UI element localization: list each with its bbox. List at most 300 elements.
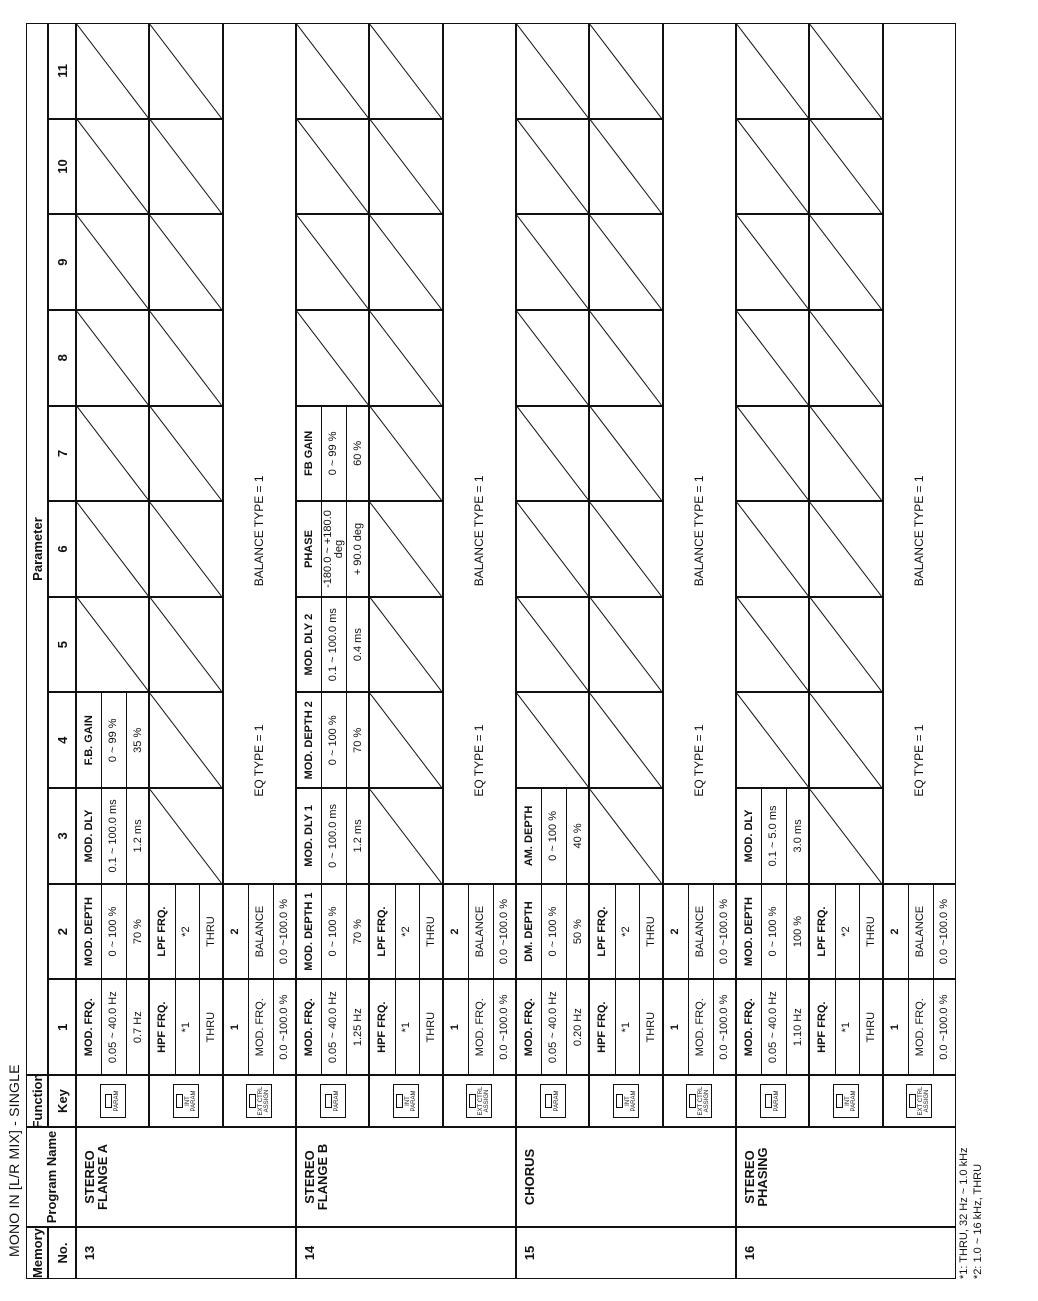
parameter-default: THRU xyxy=(424,916,437,947)
program-name-header: Program Name xyxy=(26,1127,76,1227)
empty-param-cell xyxy=(76,119,149,215)
empty-int-cell xyxy=(369,119,442,215)
parameter-name: MOD. DLY xyxy=(737,789,762,883)
empty-cell-slash xyxy=(77,407,148,501)
parameter-range: *1 xyxy=(615,980,640,1074)
empty-cell-slash xyxy=(150,598,221,692)
empty-int-cell xyxy=(149,597,222,693)
parameter-range: MOD. FRQ. xyxy=(468,980,493,1074)
parameter-default: THRU xyxy=(864,1011,877,1043)
parameter-name: 1 xyxy=(224,980,249,1074)
parameter-range: *1 xyxy=(835,980,860,1074)
empty-cell-slash xyxy=(737,502,808,596)
parameter-column-6: 6 xyxy=(48,501,76,597)
empty-param-cell xyxy=(736,406,809,502)
program-name: CHORUS xyxy=(516,1127,736,1227)
parameter-default: 3.0 ms xyxy=(791,819,804,853)
param-cell xyxy=(296,501,369,597)
param-cell xyxy=(296,597,369,693)
parameter-default: 0.4 ms xyxy=(351,628,364,662)
parameter-default: 70 % xyxy=(351,919,364,945)
program-name: STEREO FLANGE B xyxy=(296,1127,516,1227)
empty-int-cell xyxy=(149,119,222,215)
parameter-name: LPF FRQ. xyxy=(810,885,835,979)
ext-ctrl-assign-key-icon xyxy=(246,1084,272,1118)
memory-no-header: No. xyxy=(48,1227,76,1279)
empty-cell-slash xyxy=(737,407,808,501)
parameter-name: 2 xyxy=(444,885,469,979)
eq-type: EQ TYPE = 1 xyxy=(692,724,707,797)
param-cell xyxy=(76,884,149,980)
parameter-default: 0.0 ~100.0 % xyxy=(278,899,291,965)
empty-cell-slash xyxy=(150,502,221,596)
empty-param-cell xyxy=(516,214,589,310)
empty-cell-slash xyxy=(590,24,661,118)
empty-cell-slash xyxy=(590,598,661,692)
parameter-name: MOD. DEPTH xyxy=(737,885,762,979)
int-param-cell xyxy=(149,884,222,980)
function-header: Function xyxy=(26,1075,48,1127)
int-param-key-icon xyxy=(393,1084,419,1118)
parameter-range: MOD. FRQ. xyxy=(248,980,273,1074)
empty-int-cell xyxy=(809,788,882,884)
key-square-icon xyxy=(616,1094,623,1108)
parameter-name: MOD. FRQ. xyxy=(737,980,762,1074)
empty-param-cell xyxy=(76,214,149,310)
empty-cell-slash xyxy=(77,502,148,596)
empty-cell-slash xyxy=(150,693,221,787)
empty-int-cell xyxy=(369,692,442,788)
empty-cell-slash xyxy=(810,407,881,501)
param-cell xyxy=(76,979,149,1075)
key-label: PARAM xyxy=(774,1090,781,1112)
parameter-name: MOD. FRQ. xyxy=(77,980,102,1074)
key-square-icon xyxy=(325,1094,332,1108)
key-label: PARAM xyxy=(554,1090,561,1112)
parameter-name: 1 xyxy=(664,980,689,1074)
empty-cell-slash xyxy=(77,311,148,405)
parameter-column-10: 10 xyxy=(48,119,76,215)
ext-ctrl-assign-key-icon xyxy=(466,1084,492,1118)
empty-cell-slash xyxy=(517,693,588,787)
key-square-icon xyxy=(105,1094,112,1108)
key-header: Key xyxy=(48,1075,76,1127)
parameter-column-2: 2 xyxy=(48,884,76,980)
parameter-default: 40 % xyxy=(571,823,584,849)
empty-int-cell xyxy=(369,597,442,693)
ext-ctrl-assign-key-icon xyxy=(906,1084,932,1118)
empty-int-cell xyxy=(369,23,442,119)
eq-type: EQ TYPE = 1 xyxy=(472,724,487,797)
int-param-cell xyxy=(369,979,442,1075)
program-name: STEREO FLANGE A xyxy=(76,1127,296,1227)
parameter-default: 0.0 ~100.0 % xyxy=(498,994,511,1060)
parameter-range: 0.05 ~ 40.0 Hz xyxy=(761,980,786,1074)
empty-cell-slash xyxy=(517,215,588,309)
ext-ctrl-assign-key-icon xyxy=(686,1084,712,1118)
empty-param-cell xyxy=(296,214,369,310)
parameter-default: 60 % xyxy=(351,440,364,466)
empty-cell-slash xyxy=(297,120,368,214)
empty-int-cell xyxy=(589,406,662,502)
empty-cell-slash xyxy=(77,598,148,692)
parameter-range: 0.1 ~ 100.0 ms xyxy=(321,598,346,692)
parameter-name: MOD. DLY xyxy=(77,789,102,883)
empty-int-cell xyxy=(589,310,662,406)
eq-balance-span xyxy=(443,23,516,884)
key-square-icon xyxy=(249,1094,256,1108)
empty-cell-slash xyxy=(590,215,661,309)
footnote-1: *1: THRU, 32 Hz ~ 1.0 kHz xyxy=(958,1147,970,1279)
empty-param-cell xyxy=(76,501,149,597)
param-cell xyxy=(516,979,589,1075)
parameter-range: BALANCE xyxy=(908,885,933,979)
program-name: STEREO PHASING xyxy=(736,1127,956,1227)
parameter-range: 0 ~ 99 % xyxy=(321,407,346,501)
parameter-range: *2 xyxy=(615,885,640,979)
empty-param-cell xyxy=(736,23,809,119)
key-label: EXT CTRL ASSIGN xyxy=(697,1086,710,1116)
empty-int-cell xyxy=(589,501,662,597)
key-label: EXT CTRL ASSIGN xyxy=(917,1086,930,1116)
parameter-default: 0.0 ~100.0 % xyxy=(718,994,731,1060)
parameter-default: 0.0 ~100.0 % xyxy=(718,899,731,965)
empty-param-cell xyxy=(296,310,369,406)
empty-int-cell xyxy=(369,310,442,406)
key-label: INT PARAM xyxy=(184,1090,197,1112)
param-cell xyxy=(516,788,589,884)
memory-header: Memory xyxy=(26,1227,48,1279)
empty-cell-slash xyxy=(590,120,661,214)
empty-cell-slash xyxy=(77,24,148,118)
parameter-name: 2 xyxy=(664,885,689,979)
empty-param-cell xyxy=(516,692,589,788)
empty-cell-slash xyxy=(150,789,221,883)
parameter-default: 1.2 ms xyxy=(351,819,364,853)
parameter-range: *2 xyxy=(835,885,860,979)
param-cell xyxy=(296,788,369,884)
empty-int-cell xyxy=(809,214,882,310)
parameter-range: 0.1 ~ 100.0 ms xyxy=(101,789,126,883)
empty-cell-slash xyxy=(810,693,881,787)
empty-cell-slash xyxy=(737,598,808,692)
parameter-range: *2 xyxy=(395,885,420,979)
parameter-name: MOD. DEPTH 2 xyxy=(297,693,322,787)
empty-int-cell xyxy=(809,501,882,597)
parameter-name: LPF FRQ. xyxy=(150,885,175,979)
parameter-default: 0.0 ~100.0 % xyxy=(278,994,291,1060)
empty-param-cell xyxy=(736,214,809,310)
ext-ctrl-cell xyxy=(883,884,956,980)
parameter-name: MOD. DLY 1 xyxy=(297,789,322,883)
parameter-name: F.B. GAIN xyxy=(77,693,102,787)
parameter-name: 2 xyxy=(224,885,249,979)
empty-cell-slash xyxy=(77,215,148,309)
eq-balance-span xyxy=(663,23,736,884)
empty-cell-slash xyxy=(370,215,441,309)
empty-cell-slash xyxy=(517,120,588,214)
parameter-range: *2 xyxy=(175,885,200,979)
param-cell xyxy=(296,692,369,788)
parameter-column-4: 4 xyxy=(48,692,76,788)
parameter-default: THRU xyxy=(644,916,657,947)
parameter-range: 0 ~ 100 % xyxy=(321,693,346,787)
ext-ctrl-cell xyxy=(883,979,956,1075)
parameter-name: HPF FRQ. xyxy=(150,980,175,1074)
parameter-default: 70 % xyxy=(131,919,144,945)
empty-cell-slash xyxy=(150,24,221,118)
empty-cell-slash xyxy=(810,24,881,118)
empty-param-cell xyxy=(736,310,809,406)
key-square-icon xyxy=(396,1094,403,1108)
empty-cell-slash xyxy=(590,502,661,596)
param-cell xyxy=(516,884,589,980)
empty-cell-slash xyxy=(370,789,441,883)
empty-param-cell xyxy=(76,406,149,502)
key-square-icon xyxy=(545,1094,552,1108)
empty-cell-slash xyxy=(737,120,808,214)
parameter-name: LPF FRQ. xyxy=(370,885,395,979)
parameter-column-7: 7 xyxy=(48,406,76,502)
parameter-range: BALANCE xyxy=(248,885,273,979)
empty-cell-slash xyxy=(590,311,661,405)
parameter-column-9: 9 xyxy=(48,214,76,310)
empty-param-cell xyxy=(516,23,589,119)
parameter-range: 0 ~ 100 % xyxy=(761,885,786,979)
parameter-name: DM. DEPTH xyxy=(517,885,542,979)
empty-param-cell xyxy=(76,597,149,693)
int-param-key-icon xyxy=(613,1084,639,1118)
parameter-range: -180.0 ~ +180.0 deg xyxy=(321,502,346,596)
empty-cell-slash xyxy=(517,407,588,501)
ext-ctrl-cell xyxy=(443,979,516,1075)
ext-ctrl-cell xyxy=(663,884,736,980)
parameter-header: Parameter xyxy=(26,23,48,1075)
parameter-name: MOD. DEPTH 1 xyxy=(297,885,322,979)
empty-cell-slash xyxy=(150,311,221,405)
param-cell xyxy=(736,788,809,884)
key-label: EXT CTRL ASSIGN xyxy=(257,1086,270,1116)
parameter-column-3: 3 xyxy=(48,788,76,884)
param-cell xyxy=(296,406,369,502)
empty-param-cell xyxy=(76,23,149,119)
page-caption: MONO IN [L/R MIX] - SINGLE xyxy=(6,1064,22,1257)
param-key-icon xyxy=(100,1084,126,1118)
empty-int-cell xyxy=(149,214,222,310)
parameter-name: 1 xyxy=(884,980,909,1074)
balance-type: BALANCE TYPE = 1 xyxy=(252,475,267,587)
empty-cell-slash xyxy=(150,120,221,214)
key-square-icon xyxy=(909,1094,916,1108)
empty-int-cell xyxy=(149,310,222,406)
parameter-name: HPF FRQ. xyxy=(370,980,395,1074)
parameter-range: 0 ~ 99 % xyxy=(101,693,126,787)
parameter-default: 0.0 ~100.0 % xyxy=(938,994,951,1060)
int-param-key-icon xyxy=(173,1084,199,1118)
parameter-range: 0 ~ 100 % xyxy=(541,789,566,883)
empty-int-cell xyxy=(589,214,662,310)
parameter-default: 0.0 ~100.0 % xyxy=(498,899,511,965)
parameter-name: HPF FRQ. xyxy=(590,980,615,1074)
parameter-range: 0.05 ~ 40.0 Hz xyxy=(541,980,566,1074)
empty-param-cell xyxy=(76,310,149,406)
eq-type: EQ TYPE = 1 xyxy=(912,724,927,797)
empty-param-cell xyxy=(296,119,369,215)
param-cell xyxy=(76,788,149,884)
parameter-name: 1 xyxy=(444,980,469,1074)
key-label: PARAM xyxy=(114,1090,121,1112)
eq-balance-span xyxy=(223,23,296,884)
balance-type: BALANCE TYPE = 1 xyxy=(692,475,707,587)
footnote-2: *2: 1.0 ~ 16 kHz, THRU xyxy=(972,1163,984,1279)
parameter-range: 0.05 ~ 40.0 Hz xyxy=(101,980,126,1074)
memory-number: 16 xyxy=(736,1227,956,1279)
empty-cell-slash xyxy=(150,407,221,501)
empty-int-cell xyxy=(809,310,882,406)
empty-cell-slash xyxy=(77,120,148,214)
empty-param-cell xyxy=(736,119,809,215)
key-label: PARAM xyxy=(334,1090,341,1112)
parameter-default: 35 % xyxy=(131,727,144,753)
empty-cell-slash xyxy=(737,24,808,118)
parameter-name: PHASE xyxy=(297,502,322,596)
empty-param-cell xyxy=(736,597,809,693)
empty-int-cell xyxy=(809,597,882,693)
empty-param-cell xyxy=(736,501,809,597)
param-key-icon xyxy=(320,1084,346,1118)
empty-int-cell xyxy=(589,23,662,119)
key-square-icon xyxy=(176,1094,183,1108)
eq-balance-span xyxy=(883,23,956,884)
ext-ctrl-cell xyxy=(443,884,516,980)
empty-int-cell xyxy=(149,501,222,597)
param-cell xyxy=(296,979,369,1075)
key-label: INT PARAM xyxy=(404,1090,417,1112)
int-param-cell xyxy=(809,979,882,1075)
parameter-range: MOD. FRQ. xyxy=(908,980,933,1074)
balance-type: BALANCE TYPE = 1 xyxy=(472,475,487,587)
parameter-column-5: 5 xyxy=(48,597,76,693)
empty-int-cell xyxy=(809,406,882,502)
param-cell xyxy=(296,884,369,980)
param-cell xyxy=(76,692,149,788)
parameter-default: 50 % xyxy=(571,919,584,945)
empty-param-cell xyxy=(516,597,589,693)
ext-ctrl-cell xyxy=(663,979,736,1075)
key-label: INT PARAM xyxy=(844,1090,857,1112)
empty-cell-slash xyxy=(370,502,441,596)
parameter-column-1: 1 xyxy=(48,979,76,1075)
empty-cell-slash xyxy=(810,215,881,309)
empty-int-cell xyxy=(809,119,882,215)
parameter-default: THRU xyxy=(644,1011,657,1043)
empty-cell-slash xyxy=(810,789,881,883)
empty-param-cell xyxy=(516,119,589,215)
parameter-default: THRU xyxy=(204,1011,217,1043)
parameter-default: THRU xyxy=(864,916,877,947)
parameter-range: 0 ~ 100 % xyxy=(101,885,126,979)
parameter-range: 0 ~ 100 % xyxy=(541,885,566,979)
parameter-range: 0.1 ~ 5.0 ms xyxy=(761,789,786,883)
parameter-range: 0.05 ~ 40.0 Hz xyxy=(321,980,346,1074)
empty-cell-slash xyxy=(370,598,441,692)
empty-cell-slash xyxy=(297,24,368,118)
parameter-range: 0 ~ 100 % xyxy=(321,885,346,979)
parameter-default: THRU xyxy=(424,1011,437,1043)
parameter-default: THRU xyxy=(204,916,217,947)
ext-ctrl-cell xyxy=(223,884,296,980)
empty-int-cell xyxy=(369,788,442,884)
parameter-name: MOD. FRQ. xyxy=(517,980,542,1074)
empty-cell-slash xyxy=(810,311,881,405)
empty-int-cell xyxy=(589,119,662,215)
parameter-name: 2 xyxy=(884,885,909,979)
empty-cell-slash xyxy=(297,215,368,309)
int-param-cell xyxy=(809,884,882,980)
parameter-range: BALANCE xyxy=(688,885,713,979)
empty-cell-slash xyxy=(590,693,661,787)
parameter-default: + 90.0 deg xyxy=(351,522,364,576)
param-key-icon xyxy=(540,1084,566,1118)
int-param-cell xyxy=(149,979,222,1075)
ext-ctrl-cell xyxy=(223,979,296,1075)
empty-cell-slash xyxy=(370,120,441,214)
int-param-cell xyxy=(369,884,442,980)
empty-cell-slash xyxy=(517,598,588,692)
int-param-cell xyxy=(589,979,662,1075)
empty-cell-slash xyxy=(297,311,368,405)
int-param-cell xyxy=(589,884,662,980)
empty-cell-slash xyxy=(370,407,441,501)
empty-cell-slash xyxy=(370,311,441,405)
int-param-key-icon xyxy=(833,1084,859,1118)
eq-type: EQ TYPE = 1 xyxy=(252,724,267,797)
parameter-default: 70 % xyxy=(351,727,364,753)
empty-cell-slash xyxy=(150,215,221,309)
empty-cell-slash xyxy=(810,120,881,214)
empty-int-cell xyxy=(589,788,662,884)
empty-int-cell xyxy=(369,214,442,310)
parameter-column-11: 11 xyxy=(48,23,76,119)
empty-int-cell xyxy=(809,23,882,119)
memory-number: 14 xyxy=(296,1227,516,1279)
parameter-name: LPF FRQ. xyxy=(590,885,615,979)
parameter-name: MOD. FRQ. xyxy=(297,980,322,1074)
parameter-name: HPF FRQ. xyxy=(810,980,835,1074)
param-key-icon xyxy=(760,1084,786,1118)
empty-param-cell xyxy=(516,310,589,406)
empty-param-cell xyxy=(736,692,809,788)
empty-int-cell xyxy=(149,23,222,119)
parameter-name: MOD. DEPTH xyxy=(77,885,102,979)
empty-param-cell xyxy=(516,406,589,502)
key-square-icon xyxy=(836,1094,843,1108)
empty-cell-slash xyxy=(517,311,588,405)
empty-int-cell xyxy=(369,406,442,502)
empty-int-cell xyxy=(149,406,222,502)
parameter-default: 0.7 Hz xyxy=(131,1011,144,1044)
parameter-range: BALANCE xyxy=(468,885,493,979)
key-label: INT PARAM xyxy=(624,1090,637,1112)
parameter-default: 1.25 Hz xyxy=(351,1008,364,1047)
empty-param-cell xyxy=(296,23,369,119)
key-label: EXT CTRL ASSIGN xyxy=(477,1086,490,1116)
empty-int-cell xyxy=(589,692,662,788)
parameter-range: 0 ~ 100.0 ms xyxy=(321,789,346,883)
empty-param-cell xyxy=(516,501,589,597)
parameter-column-8: 8 xyxy=(48,310,76,406)
param-cell xyxy=(736,884,809,980)
